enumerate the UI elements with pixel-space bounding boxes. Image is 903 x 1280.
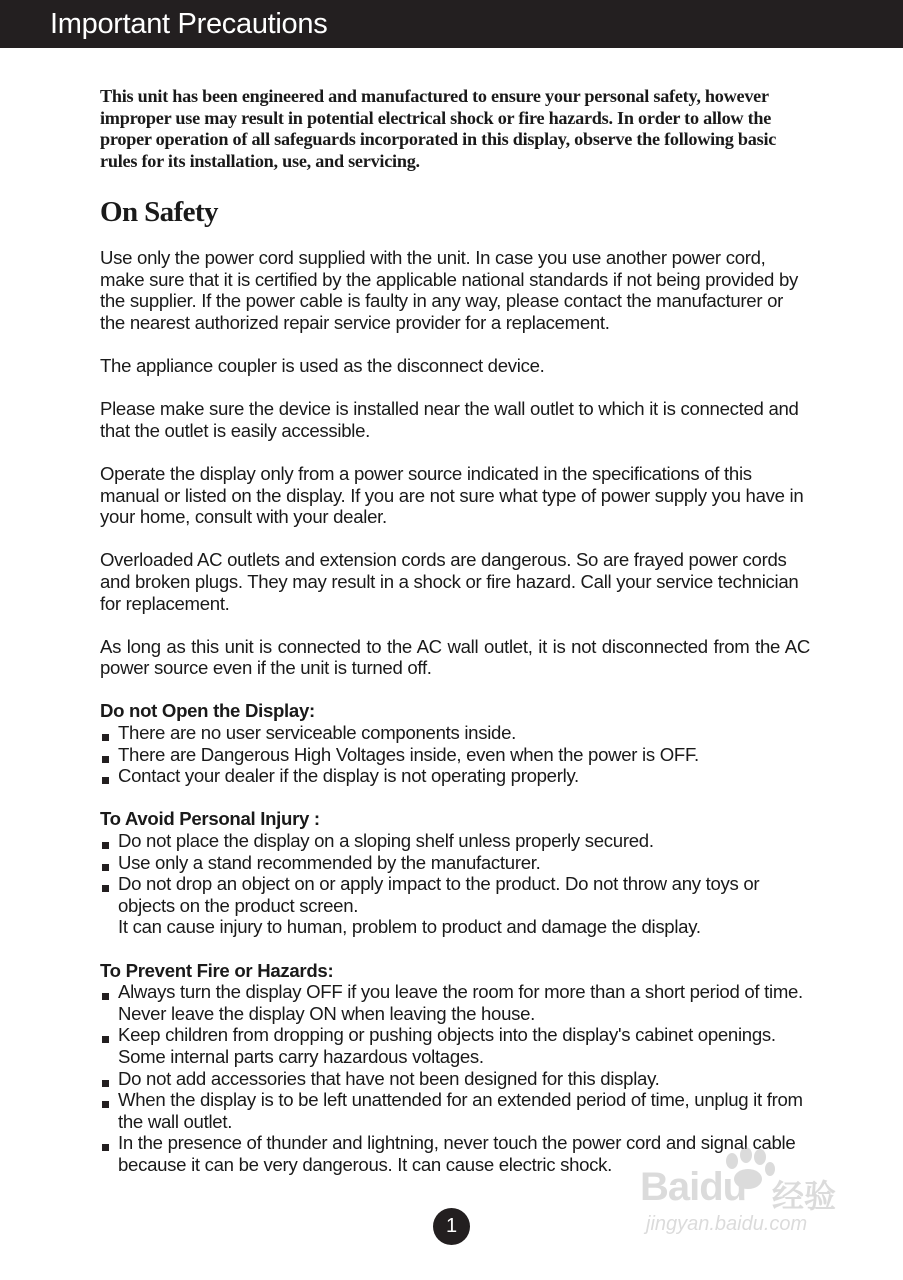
page-title: Important Precautions (50, 8, 328, 40)
bullet-list-personal-injury (100, 830, 810, 938)
list-item: Contact your dealer if the display is not operating properly. (100, 765, 810, 787)
watermark-brand-cn: 经验 (772, 1178, 837, 1214)
paragraph: Operate the display only from a power source indicated in the specifications of this manual or listed on the display. If you are not sure what type of power supply you have in your home, consult with your dealer. (100, 462, 804, 528)
watermark-url: jingyan.baidu.com (646, 1213, 808, 1235)
list-item: Keep children from dropping or pushing objects into the display's cabinet openings. Some internal parts carry hazardous voltages. (100, 1024, 810, 1067)
list-item: Always turn the display OFF if you leave the room for more than a short period of time. Never leave the display ON when leaving the house. (100, 981, 810, 1024)
list-item-note: It can cause injury to human, problem to product and damage the display. (118, 916, 701, 938)
list-item-text: Do not drop an object on or apply impact to the product. Do not throw any toys or objects on the product screen. (118, 873, 760, 916)
header-bar (0, 0, 903, 48)
bullet-list-do-not-open (100, 722, 810, 787)
subsection-heading-fire-hazards: To Prevent Fire or Hazards: (100, 959, 334, 981)
subsection-heading-do-not-open: Do not Open the Display: (100, 700, 315, 722)
watermark-brand: Baidu (640, 1165, 747, 1209)
list-item: In the presence of thunder and lightning, never touch the power cord and signal cable because it can be very dangerous. It can cause electric shock. (100, 1132, 810, 1175)
paragraph: Overloaded AC outlets and extension cords are dangerous. So are frayed power cords and broken plugs. They may result in a shock or fire hazard. Call your service technician for replacement. (100, 549, 799, 614)
intro-text: This unit has been engineered and manufactured to ensure your personal safety, however improper use may result in potential electrical shock or fire hazards. In order to allow the proper operation of all safeguards incorporated in this display, observe the following basic rules for its installation, use, and servicing. (100, 86, 777, 171)
list-item: When the display is to be left unattended for an extended period of time, unplug it from the wall outlet. (100, 1089, 810, 1132)
paragraph: Use only the power cord supplied with the unit. In case you use another power cord, make sure that it is certified by the applicable national standards if not being provided by the supplier. If the power cable is faulty in any way, please contact the manufacturer or the nearest authorized repair service provider for a replacement. (100, 247, 798, 333)
subsection-heading-personal-injury: To Avoid Personal Injury : (100, 808, 320, 830)
list-item: Do not add accessories that have not been designed for this display. (100, 1068, 810, 1090)
page-number: 1 (433, 1208, 470, 1245)
list-item: There are no user serviceable components inside. (100, 722, 810, 744)
list-item: Do not place the display on a sloping shelf unless properly secured. (100, 830, 810, 852)
list-item (100, 873, 810, 938)
paragraph: As long as this unit is connected to the AC wall outlet, it is not disconnected from the AC power source even if the unit is turned off. (100, 635, 810, 679)
paragraph: Please make sure the device is installed near the wall outlet to which it is connected and that the outlet is easily accessible. (100, 398, 799, 441)
list-item: There are Dangerous High Voltages inside, even when the power is OFF. (100, 744, 810, 766)
section-title: On Safety (100, 196, 218, 228)
list-item: Use only a stand recommended by the manufacturer. (100, 852, 810, 874)
bullet-list-fire-hazards (100, 981, 810, 1175)
watermark (640, 1155, 855, 1245)
main-content (100, 247, 810, 1197)
paragraph: The appliance coupler is used as the disconnect device. (100, 354, 545, 376)
